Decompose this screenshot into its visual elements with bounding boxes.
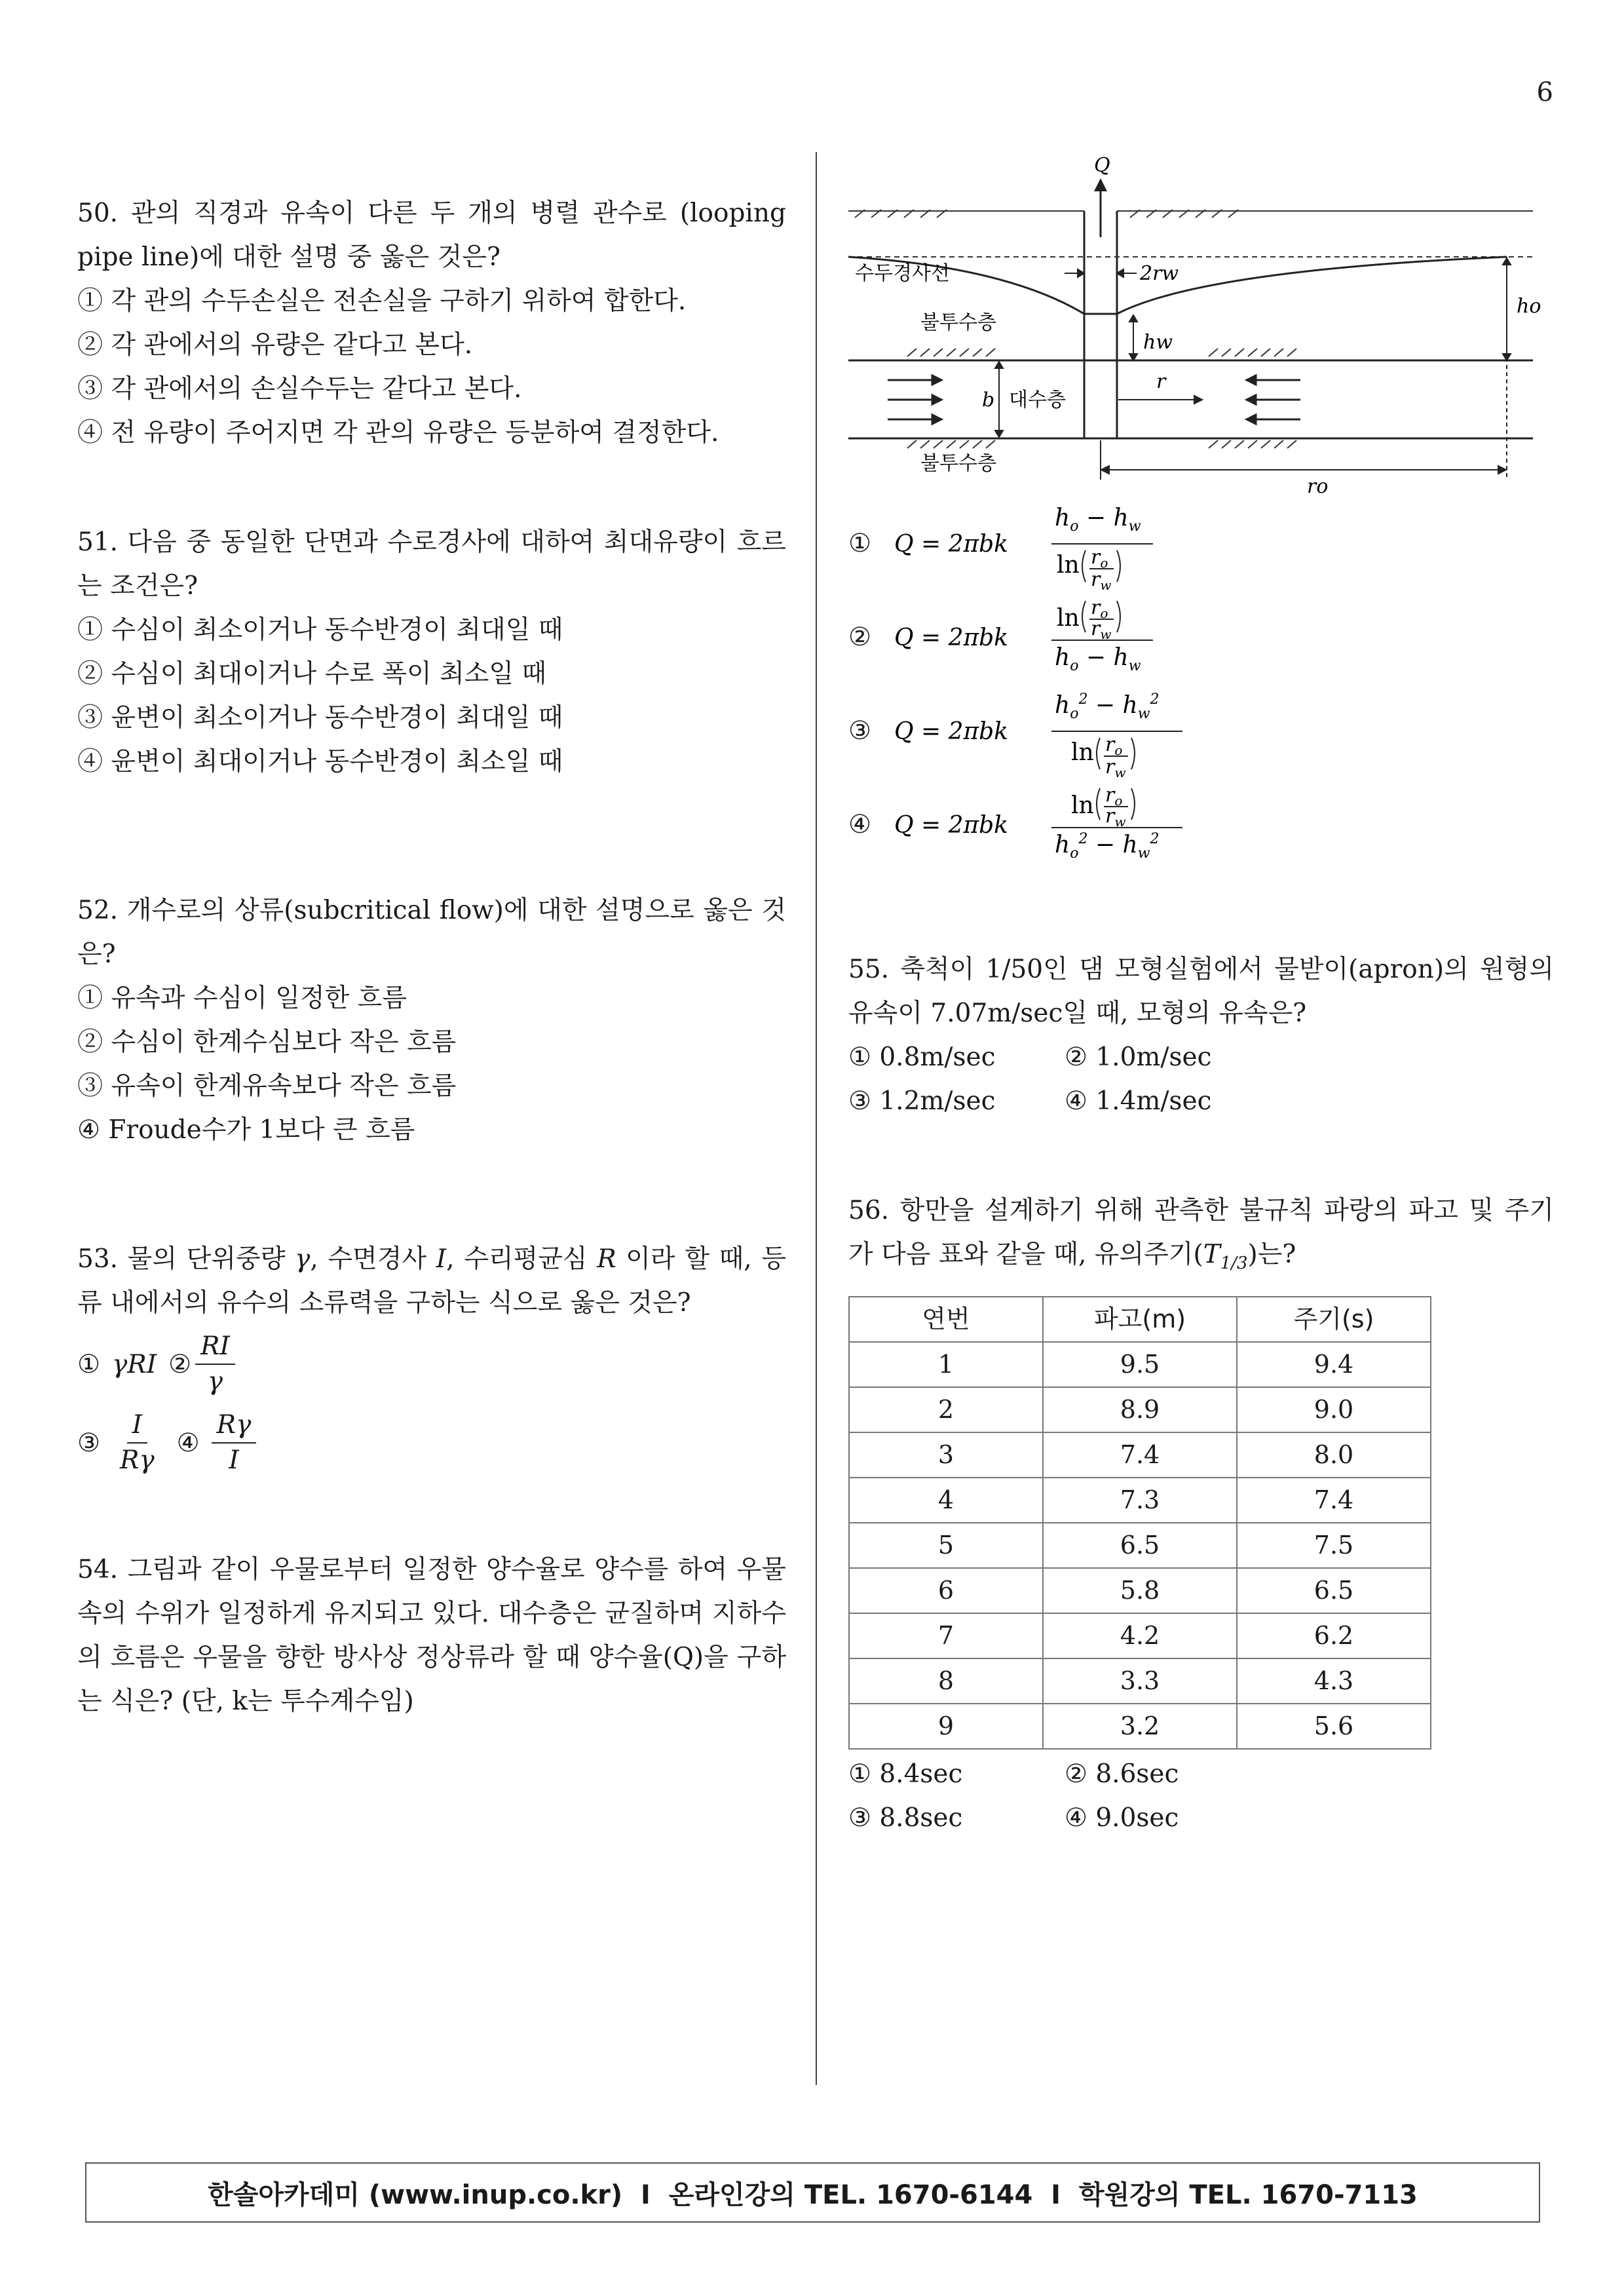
b-dim <box>995 362 1003 437</box>
label-r: r <box>1156 370 1166 393</box>
impervious-top-hatch <box>907 349 1296 356</box>
left-column <box>77 191 786 1789</box>
question-50-option-4: ④ 전 유량이 주어지면 각 관의 유량은 등분하여 결정한다. <box>77 418 719 448</box>
label-ho: ho <box>1517 295 1541 318</box>
cell: 5 <box>849 1523 1043 1568</box>
q56-text-b: )는? <box>1247 1240 1296 1269</box>
q53-text-d: 이라 할 때, 등류 내에서의 유수의 소류력을 구하는 식으로 옳은 것은? <box>77 1244 786 1318</box>
cell: 7.4 <box>1043 1432 1237 1478</box>
q56-T: T <box>1203 1240 1220 1269</box>
svg-text:ho − hw: $h_o - h_w$ <box>1055 644 1141 674</box>
cell: 1 <box>849 1342 1043 1387</box>
cell: 7.3 <box>1043 1478 1237 1523</box>
question-51-option-4: ④ 윤변이 최대이거나 동수반경이 최소일 때 <box>77 747 563 776</box>
cell: 9.0 <box>1237 1387 1431 1432</box>
question-50 <box>77 191 786 455</box>
label-b: b <box>982 389 995 411</box>
question-55-option-3: ③ 1.2m/sec <box>848 1086 996 1116</box>
q53-gamma: γ <box>295 1244 311 1274</box>
question-51-text: 51. 다음 중 동일한 단면과 수로경사에 대하여 최대유량이 흐르는 조건은? <box>77 527 786 601</box>
q53-opt2-label: ② <box>168 1349 192 1379</box>
label-impervious-top: 불투수층 <box>920 311 996 334</box>
question-56-option-3: ③ 8.8sec <box>848 1803 963 1833</box>
q56-text-a: 56. 항만을 설계하기 위해 관측한 불규칙 파랑의 파고 및 주기가 다음 표와 같을 때, 유의주기( <box>848 1196 1554 1269</box>
question-55-option-1: ① 0.8m/sec <box>848 1043 996 1072</box>
wave-table <box>848 1296 1431 1750</box>
table-row <box>849 1478 1431 1523</box>
q53-R: R <box>597 1244 616 1274</box>
footer-banner <box>85 2162 1540 2223</box>
svg-text:ln: ln <box>1071 792 1094 819</box>
question-51-option-3: ③ 윤변이 최소이거나 동수반경이 최대일 때 <box>77 703 563 733</box>
question-55 <box>848 947 1554 1123</box>
well-aquifer-diagram <box>848 152 1543 499</box>
q54-formula-1-label: ① <box>848 529 871 558</box>
q53-opt2-num: RI <box>195 1330 235 1365</box>
label-ro: ro <box>1307 475 1329 498</box>
svg-text:ro: $r_o$ <box>1105 733 1123 758</box>
svg-text:Q = 2πbk: Q = 2πbk <box>894 812 1008 839</box>
question-52-option-2: ② 수심이 한계수심보다 작은 흐름 <box>77 1027 457 1057</box>
q53-opt2-den: γ <box>207 1367 223 1396</box>
question-52-option-4: ④ Froude수가 1보다 큰 흐름 <box>77 1115 415 1145</box>
question-52 <box>77 889 786 1152</box>
page-number: 6 <box>1536 77 1553 107</box>
r-arrow <box>1118 396 1202 404</box>
table-row <box>849 1387 1431 1432</box>
cell: 6.5 <box>1043 1523 1237 1568</box>
svg-text:ro: $r_o$ <box>1091 546 1108 571</box>
question-55-options <box>848 1035 1554 1123</box>
cell: 3.2 <box>1043 1704 1237 1749</box>
question-53-text <box>77 1237 786 1325</box>
label-Q: Q <box>1094 154 1110 177</box>
header-period: 주기(s) <box>1237 1297 1431 1342</box>
question-56-option-2: ② 8.6sec <box>1065 1759 1179 1789</box>
q53-I: I <box>436 1244 447 1274</box>
flow-arrows-right <box>1247 375 1300 424</box>
q53-opt3-label: ③ <box>77 1428 100 1458</box>
question-56 <box>848 1189 1554 1840</box>
q53-text-a: 53. 물의 단위중량 <box>77 1244 295 1274</box>
cell: 7.4 <box>1237 1478 1431 1523</box>
question-52-text: 52. 개수로의 상류(subcritical flow)에 대한 설명으로 옳은 것은? <box>77 896 786 969</box>
cell: 5.8 <box>1043 1568 1237 1613</box>
header-wave-height: 파고(m) <box>1043 1297 1237 1342</box>
q53-opt4-fraction <box>212 1408 257 1478</box>
cell: 7 <box>849 1613 1043 1658</box>
svg-text:ro: $r_o$ <box>1105 784 1123 809</box>
q54-formula-2-expr <box>894 593 1222 681</box>
pumping-arrow <box>1094 154 1110 237</box>
cell: 8.9 <box>1043 1387 1237 1432</box>
question-53 <box>77 1237 786 1482</box>
q53-opt2-fraction <box>195 1330 235 1399</box>
q54-formula-3-expr <box>894 687 1222 780</box>
well <box>1084 211 1117 438</box>
question-51-option-1: ① 수심이 최소이거나 동수반경이 최대일 때 <box>77 615 563 645</box>
question-54-text: 54. 그림과 같이 우물로부터 일정한 양수율로 양수를 하여 우물 속의 수위가 일정하게 유지되고 있다. 대수층은 균질하며 지하수의 흐름은 우물을 향한 방사상 정상류라 할 때 양수율(Q)을 구하는 식은? (단, k는 투수계수임) <box>77 1555 786 1716</box>
question-56-options <box>848 1752 1554 1840</box>
svg-text:ho − hw: $h_o - h_w$ <box>1055 505 1141 535</box>
ground-hatch <box>848 210 1533 218</box>
q54-formula-1 <box>848 499 1554 593</box>
wave-table-header <box>849 1297 1431 1342</box>
svg-text:ho2 − hw2: $h_o^2 - h_w^2$ <box>1055 831 1160 862</box>
svg-text:rw: $r_w$ <box>1105 805 1126 830</box>
q53-opt1-label: ① <box>77 1349 100 1379</box>
q54-formula-2-label: ② <box>848 622 871 652</box>
table-row <box>849 1432 1431 1478</box>
q53-opt4-den: I <box>229 1445 239 1475</box>
q53-opt3-fraction <box>115 1408 160 1478</box>
impervious-bottom-hatch <box>907 440 1296 448</box>
question-52-option-1: ① 유속과 수심이 일정한 흐름 <box>77 984 407 1013</box>
question-55-text: 55. 축척이 1/50인 댐 모형실험에서 물받이(apron)의 원형의 유속이 7.07m/sec일 때, 모형의 유속은? <box>848 955 1554 1028</box>
cell: 4.3 <box>1237 1658 1431 1704</box>
q53-opt3-den: Rγ <box>119 1445 155 1475</box>
well-diameter-dim <box>1065 269 1137 277</box>
label-impervious-bottom: 불투수층 <box>920 452 996 475</box>
q54-formula-4-label: ④ <box>848 810 871 839</box>
svg-text:rw: $r_w$ <box>1105 756 1126 780</box>
q54-formula-3 <box>848 687 1554 780</box>
cell: 3 <box>849 1432 1043 1478</box>
label-hw: hw <box>1143 331 1173 354</box>
question-54 <box>77 1548 786 1723</box>
label-2rw: 2rw <box>1140 262 1179 285</box>
svg-text:ro: $r_o$ <box>1091 596 1108 621</box>
cell: 4 <box>849 1478 1043 1523</box>
q54-formula-2 <box>848 593 1554 681</box>
question-53-options-row-1 <box>77 1325 786 1404</box>
table-row <box>849 1704 1431 1749</box>
cell: 9.5 <box>1043 1342 1237 1387</box>
cell: 8 <box>849 1658 1043 1704</box>
table-row <box>849 1342 1431 1387</box>
question-56-text <box>848 1189 1554 1286</box>
cell: 7.5 <box>1237 1523 1431 1568</box>
svg-text:ln: ln <box>1057 605 1080 632</box>
cell: 6.5 <box>1237 1568 1431 1613</box>
question-56-option-4: ④ 9.0sec <box>1065 1803 1179 1833</box>
flow-arrows-left <box>888 375 941 424</box>
question-52-option-3: ③ 유속이 한계유속보다 작은 흐름 <box>77 1071 457 1101</box>
cell: 6 <box>849 1568 1043 1613</box>
q53-text-c: , 수리평균심 <box>446 1244 597 1274</box>
question-50-option-1: ① 각 관의 수두손실은 전손실을 구하기 위하여 합한다. <box>77 286 687 316</box>
table-row <box>849 1568 1431 1613</box>
question-51 <box>77 520 786 784</box>
q53-opt3-num: I <box>127 1408 147 1444</box>
ro-dim <box>1101 257 1507 480</box>
cell: 3.3 <box>1043 1658 1237 1704</box>
cell: 4.2 <box>1043 1613 1237 1658</box>
q54-formula-4 <box>848 780 1554 869</box>
column-divider <box>816 152 817 2085</box>
right-column <box>848 152 1554 1905</box>
cell: 5.6 <box>1237 1704 1431 1749</box>
label-drawdown-line: 수두경사선 <box>855 262 950 285</box>
cell: 8.0 <box>1237 1432 1431 1478</box>
svg-text:ln: ln <box>1071 739 1094 766</box>
question-55-option-2: ② 1.0m/sec <box>1065 1043 1212 1072</box>
q54-formula-options <box>848 499 1554 869</box>
q54-formula-1-expr <box>894 499 1222 593</box>
q53-opt1-expr: γRI <box>111 1349 157 1379</box>
question-50-option-3: ③ 각 관에서의 손실수두는 같다고 본다. <box>77 374 522 404</box>
svg-text:rw: $r_w$ <box>1091 568 1112 593</box>
q53-opt4-num: Rγ <box>212 1408 257 1444</box>
q53-opt4-label: ④ <box>176 1428 200 1458</box>
question-55-option-4: ④ 1.4m/sec <box>1065 1086 1212 1116</box>
label-aquifer: 대수층 <box>1009 389 1066 411</box>
question-56-option-1: ① 8.4sec <box>848 1759 963 1789</box>
svg-text:ho2 − hw2: $h_o^2 - h_w^2$ <box>1055 691 1160 722</box>
svg-text:Q = 2πbk: Q = 2πbk <box>894 624 1008 651</box>
svg-text:Q = 2πbk: Q = 2πbk <box>894 718 1008 745</box>
header-no: 연번 <box>849 1297 1043 1342</box>
cell: 2 <box>849 1387 1043 1432</box>
question-51-option-2: ② 수심이 최대이거나 수로 폭이 최소일 때 <box>77 659 547 689</box>
table-row <box>849 1658 1431 1704</box>
question-50-text: 50. 관의 직경과 유속이 다른 두 개의 병렬 관수로 (looping pipe line)에 대한 설명 중 옳은 것은? <box>77 199 786 272</box>
cell: 9 <box>849 1704 1043 1749</box>
cell: 9.4 <box>1237 1342 1431 1387</box>
q54-formula-4-expr <box>894 780 1222 869</box>
q53-text-b: , 수면경사 <box>310 1244 436 1274</box>
q56-T-sub: 1/3 <box>1220 1253 1248 1273</box>
table-row <box>849 1613 1431 1658</box>
q54-formula-3-label: ③ <box>848 716 871 746</box>
svg-text:rw: $r_w$ <box>1091 617 1112 642</box>
question-50-option-2: ② 각 관에서의 유량은 같다고 본다. <box>77 330 473 360</box>
footer-text: 한솔아카데미 (www.inup.co.kr) I 온라인강의 TEL. 1670-6144 I 학원강의 TEL. 1670-7113 <box>208 2179 1418 2210</box>
cell: 6.2 <box>1237 1613 1431 1658</box>
q54-formula-1-prefix: Q = 2πbk <box>894 531 1008 558</box>
hw-dim <box>1129 315 1137 360</box>
table-row <box>849 1523 1431 1568</box>
svg-text:ln: ln <box>1057 552 1080 579</box>
question-53-options-row-2 <box>77 1404 786 1482</box>
